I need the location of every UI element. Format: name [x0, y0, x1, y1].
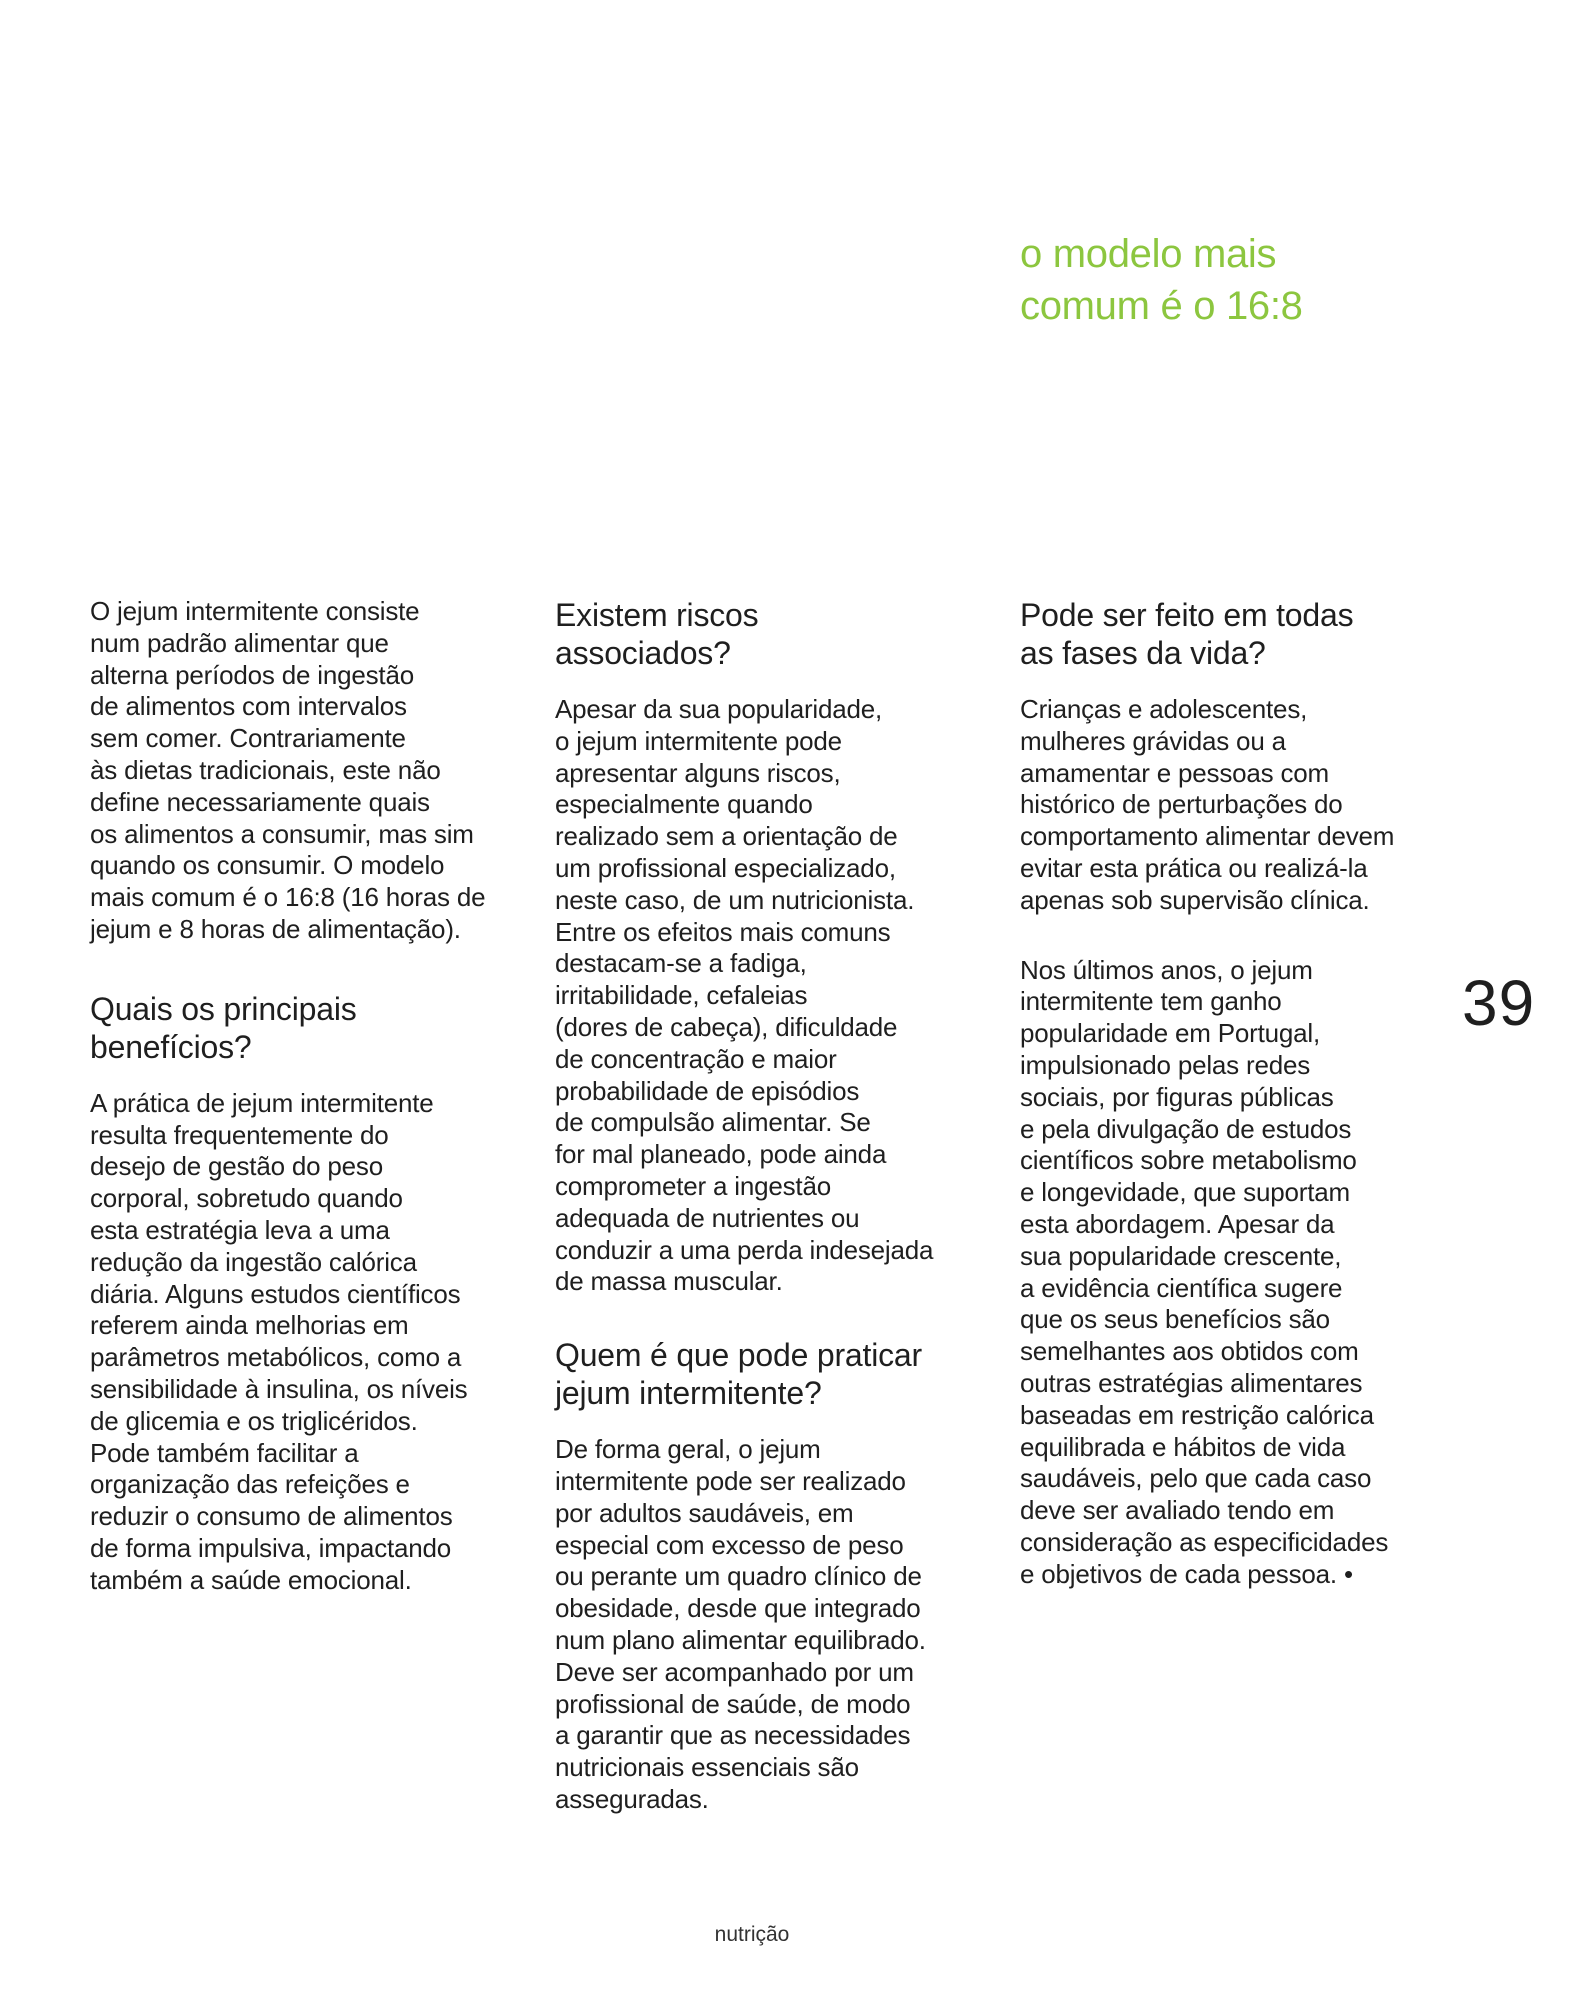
text-line: irritabilidade, cefaleias	[555, 980, 808, 1011]
heading-line: Pode ser feito em todas	[1020, 597, 1354, 633]
text-line: De forma geral, o jejum	[555, 1434, 821, 1465]
section-heading-benefits	[90, 990, 510, 1066]
text-line: corporal, sobretudo quando	[90, 1183, 403, 1214]
text-line: diária. Alguns estudos científicos	[90, 1278, 461, 1309]
text-line: outras estratégias alimentares	[1020, 1367, 1363, 1398]
section-heading-risks	[555, 596, 975, 672]
page-number: 39	[1462, 967, 1536, 1039]
text-line: realizado sem a orientação de	[555, 821, 898, 852]
text-line: sociais, por figuras públicas	[1020, 1081, 1334, 1112]
text-line: referem ainda melhorias em	[90, 1310, 409, 1341]
heading-line: Existem riscos	[555, 597, 759, 633]
text-line: esta estratégia leva a uma	[90, 1214, 390, 1245]
text-line: histórico de perturbações do	[1020, 789, 1343, 820]
text-line: probabilidade de episódios	[555, 1075, 860, 1106]
text-line: parâmetros metabólicos, como a	[90, 1342, 462, 1373]
text-line: Entre os efeitos mais comuns	[555, 916, 891, 947]
text-line: por adultos saudáveis, em	[555, 1497, 854, 1528]
text-line: de glicemia e os triglicéridos.	[90, 1405, 418, 1436]
text-line: Pode também facilitar a	[90, 1437, 359, 1468]
text-line: às dietas tradicionais, este não	[90, 754, 441, 785]
text-line: organização das refeições e	[90, 1469, 410, 1500]
text-line: evitar esta prática ou realizá-la	[1020, 852, 1368, 883]
section-heading-life-stages	[1020, 596, 1450, 672]
text-line: ou perante um quadro clínico de	[555, 1561, 922, 1592]
text-line: amamentar e pessoas com	[1020, 757, 1329, 788]
text-line: sensibilidade à insulina, os níveis	[90, 1373, 468, 1404]
heading-line: as fases da vida?	[1020, 635, 1266, 671]
text-line: e objetivos de cada pessoa. •	[1020, 1558, 1353, 1589]
popularity-paragraph	[1020, 955, 1450, 1591]
text-line: Crianças e adolescentes,	[1020, 694, 1308, 724]
text-line: apenas sob supervisão clínica.	[1020, 884, 1370, 915]
heading-line: benefícios?	[90, 1028, 252, 1065]
text-line: Apesar da sua popularidade,	[555, 694, 883, 724]
text-line: científicos sobre metabolismo	[1020, 1145, 1357, 1176]
text-line: e longevidade, que suportam	[1020, 1177, 1350, 1208]
text-line: de concentração e maior	[555, 1043, 837, 1074]
article-column-2	[555, 596, 975, 1816]
text-line: asseguradas.	[555, 1783, 709, 1814]
text-line: Nos últimos anos, o jejum	[1020, 954, 1313, 985]
text-line: baseadas em restrição calórica	[1020, 1399, 1374, 1430]
article-column-3	[1020, 596, 1450, 1591]
section-heading-who-can	[555, 1336, 975, 1412]
text-line: sua popularidade crescente,	[1020, 1240, 1342, 1271]
text-line: num plano alimentar equilibrado.	[555, 1624, 926, 1655]
text-line: esta abordagem. Apesar da	[1020, 1208, 1335, 1239]
heading-line: Quais os principais	[90, 990, 357, 1027]
text-line: semelhantes aos obtidos com	[1020, 1336, 1359, 1367]
text-line: O jejum intermitente consiste	[90, 596, 420, 626]
text-line: especialmente quando	[555, 789, 813, 820]
intro-paragraph	[90, 596, 510, 946]
text-line: de massa muscular.	[555, 1266, 783, 1297]
text-line: jejum e 8 horas de alimentação).	[90, 913, 461, 944]
pull-quote	[1020, 228, 1440, 332]
text-line: conduzir a uma perda indesejada	[555, 1234, 934, 1265]
who-can-paragraph	[555, 1434, 975, 1816]
benefits-paragraph	[90, 1088, 510, 1597]
article-column-1	[90, 596, 510, 1597]
text-line: intermitente pode ser realizado	[555, 1465, 906, 1496]
text-line: apresentar alguns riscos,	[555, 757, 841, 788]
text-line: que os seus benefícios são	[1020, 1304, 1330, 1335]
text-line: mais comum é o 16:8 (16 horas de	[90, 882, 486, 913]
text-line: de alimentos com intervalos	[90, 691, 407, 722]
text-line: adequada de nutrientes ou	[555, 1202, 860, 1233]
text-line: define necessariamente quais	[90, 786, 430, 817]
text-line: quando os consumir. O modelo	[90, 850, 445, 881]
text-line: num padrão alimentar que	[90, 627, 389, 658]
text-line: comprometer a ingestão	[555, 1170, 831, 1201]
text-line: Deve ser acompanhado por um	[555, 1656, 914, 1687]
text-line: A prática de jejum intermitente	[90, 1087, 434, 1118]
text-line: de compulsão alimentar. Se	[555, 1107, 871, 1138]
life-stages-paragraph	[1020, 694, 1450, 917]
text-line: intermitente tem ganho	[1020, 986, 1282, 1017]
text-line: consideração as especificidades	[1020, 1526, 1389, 1557]
text-line: neste caso, de um nutricionista.	[555, 884, 915, 915]
text-line: desejo de gestão do peso	[90, 1151, 383, 1182]
text-line: for mal planeado, pode ainda	[555, 1139, 887, 1170]
text-line: nutricionais essenciais são	[555, 1752, 859, 1783]
text-line: a garantir que as necessidades	[555, 1720, 911, 1751]
text-line: mulheres grávidas ou a	[1020, 725, 1286, 756]
text-line: profissional de saúde, de modo	[555, 1688, 911, 1719]
heading-line: jejum intermitente?	[555, 1375, 822, 1412]
text-line: a evidência científica sugere	[1020, 1272, 1343, 1303]
text-line: popularidade em Portugal,	[1020, 1018, 1320, 1049]
text-line: especial com excesso de peso	[555, 1529, 904, 1560]
text-line: equilibrada e hábitos de vida	[1020, 1431, 1346, 1462]
text-line: o jejum intermitente pode	[555, 725, 842, 756]
text-line: (dores de cabeça), dificuldade	[555, 1011, 898, 1042]
pull-quote-line: comum é o 16:8	[1020, 284, 1303, 328]
heading-line: Quem é que pode praticar	[555, 1337, 922, 1374]
footer-section-label: nutrição	[714, 1923, 790, 1946]
text-line: obesidade, desde que integrado	[555, 1593, 921, 1624]
text-line: redução da ingestão calórica	[90, 1246, 417, 1277]
text-line: um profissional especializado,	[555, 852, 896, 883]
text-line: e pela divulgação de estudos	[1020, 1113, 1352, 1144]
text-line: de forma impulsiva, impactando	[90, 1532, 452, 1563]
heading-line: associados?	[555, 635, 731, 671]
text-line: deve ser avaliado tendo em	[1020, 1495, 1335, 1526]
text-line: reduzir o consumo de alimentos	[90, 1501, 453, 1532]
text-line: alterna períodos de ingestão	[90, 659, 414, 690]
text-line: saudáveis, pelo que cada caso	[1020, 1463, 1372, 1494]
text-line: os alimentos a consumir, mas sim	[90, 818, 474, 849]
pull-quote-line: o modelo mais	[1020, 232, 1277, 276]
text-line: comportamento alimentar devem	[1020, 821, 1395, 852]
risks-paragraph	[555, 694, 975, 1298]
text-line: destacam-se a fadiga,	[555, 948, 807, 979]
text-line: resulta frequentemente do	[90, 1119, 389, 1150]
text-line: também a saúde emocional.	[90, 1564, 412, 1595]
text-line: sem comer. Contrariamente	[90, 723, 406, 754]
text-line: impulsionado pelas redes	[1020, 1049, 1311, 1080]
